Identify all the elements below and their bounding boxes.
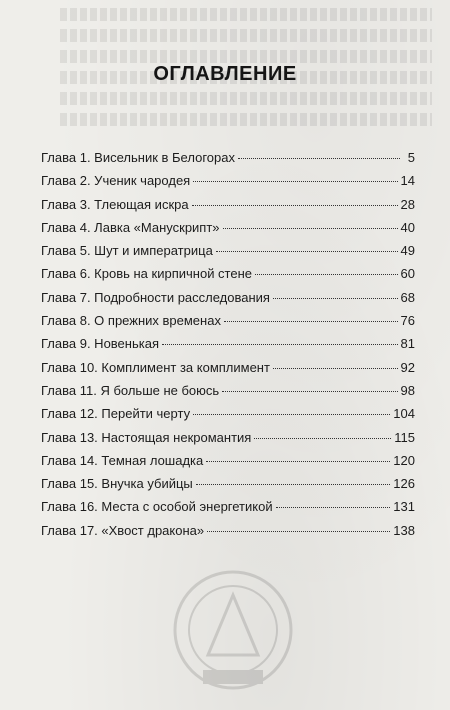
toc-page-number: 68 [400, 289, 415, 305]
dot-leader [162, 344, 398, 345]
toc-page-number: 81 [400, 336, 415, 352]
toc-entry [41, 262, 415, 285]
toc-entry [41, 426, 415, 449]
dot-leader [206, 461, 390, 462]
toc-page-number: 98 [400, 382, 415, 398]
toc-chapter-title: Глава 5. Шут и императрица [41, 243, 213, 259]
toc-chapter-title: Глава 4. Лавка «Манускрипт» [41, 219, 220, 235]
dot-leader [196, 484, 391, 485]
dot-leader [193, 414, 390, 415]
toc-page-number: 92 [400, 359, 415, 375]
dot-leader [254, 438, 391, 439]
toc-page-number: 115 [394, 429, 415, 445]
toc-heading: ОГЛАВЛЕНИЕ [153, 63, 297, 85]
dot-leader [273, 368, 398, 369]
dot-leader [207, 531, 390, 532]
toc-page-number: 5 [407, 150, 415, 165]
toc-chapter-title: Глава 2. Ученик чародея [41, 173, 191, 189]
toc-chapter-title: Глава 8. О прежних временах [41, 313, 221, 329]
toc-entry [41, 309, 415, 332]
toc-entry [41, 472, 415, 495]
dot-leader [193, 181, 397, 182]
toc-chapter-title: Глава 12. Перейти черту [41, 406, 191, 422]
toc-chapter-title: Глава 3. Тлеющая искра [41, 196, 189, 212]
toc-page-number: 49 [400, 243, 415, 259]
toc-page-number: 60 [400, 266, 415, 282]
toc-chapter-title: Глава 1. Висельник в Белогорах [41, 150, 235, 165]
dot-leader [238, 158, 400, 159]
dot-leader [222, 391, 397, 392]
toc-chapter-title: Глава 6. Кровь на кирпичной стене [41, 266, 253, 282]
toc-page-number: 104 [393, 406, 415, 422]
toc-page-number: 14 [400, 173, 415, 189]
toc-entry [41, 379, 415, 402]
toc-page-number: 76 [400, 313, 415, 329]
toc-chapter-title: Глава 14. Темная лошадка [41, 452, 204, 468]
toc-page-number: 131 [393, 499, 415, 515]
publisher-emblem [168, 560, 298, 700]
toc-entry [41, 216, 415, 239]
dot-leader [255, 274, 398, 275]
dot-leader [224, 321, 398, 322]
toc-entry [41, 332, 415, 355]
toc-entry [41, 169, 415, 192]
toc-chapter-title: Глава 10. Комплимент за комплимент [41, 359, 270, 375]
toc-page-number: 28 [400, 196, 415, 212]
dot-leader [223, 228, 398, 229]
toc-entry [41, 495, 415, 518]
toc-chapter-title: Глава 7. Подробности расследования [41, 289, 270, 305]
toc-chapter-title: Глава 17. «Хвост дракона» [41, 522, 205, 538]
toc-page-number: 40 [400, 219, 415, 235]
dot-leader [276, 507, 391, 508]
dot-leader [192, 205, 398, 206]
toc-chapter-title: Глава 16. Места с особой энергетикой [41, 499, 273, 515]
dot-leader [216, 251, 398, 252]
toc-entry [41, 519, 415, 542]
toc-entry [41, 449, 415, 472]
toc-entry [41, 286, 415, 309]
toc-entry [41, 356, 415, 379]
toc-entry [41, 239, 415, 262]
toc-chapter-title: Глава 13. Настоящая некромантия [41, 429, 252, 445]
toc-chapter-title: Глава 11. Я больше не боюсь [41, 382, 220, 398]
toc-page-number: 120 [393, 452, 415, 468]
table-of-contents [41, 146, 415, 542]
toc-page-number: 138 [393, 522, 415, 538]
toc-chapter-title: Глава 15. Внучка убийцы [41, 476, 193, 492]
toc-page-number: 126 [393, 476, 415, 492]
toc-chapter-title: Глава 9. Новенькая [41, 336, 159, 352]
dot-leader [273, 298, 398, 299]
toc-entry [41, 402, 415, 425]
toc-entry [41, 146, 415, 169]
toc-entry [41, 193, 415, 216]
